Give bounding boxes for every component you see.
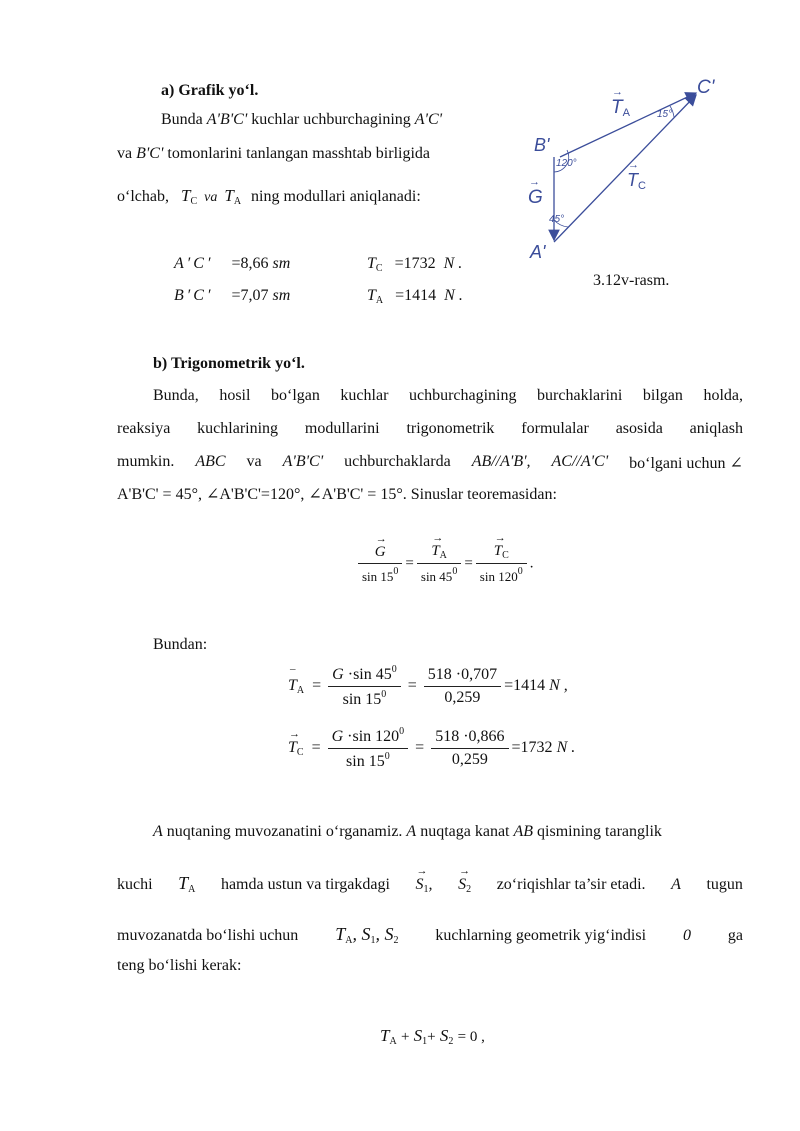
- tc-unit: N .: [443, 255, 463, 272]
- label-ta: → $T_A$: [611, 97, 630, 119]
- label-tc: → $T_C$: [627, 170, 646, 192]
- measure-tc: $T_C =1732$ N .: [367, 255, 463, 274]
- ta-value: =1414: [395, 287, 437, 304]
- bundan-label: Bundan:: [153, 636, 208, 653]
- section-a-line2: va B'C' tomonlarini tanlangan masshtab birligida: [117, 145, 431, 162]
- bc-value: =7,07: [231, 287, 269, 304]
- figure-caption: 3.12v-rasm.: [593, 272, 670, 289]
- section-a-heading: a) Grafik yo‘l.: [161, 82, 259, 99]
- section-a-line1: [161, 111, 442, 129]
- ac-value: =8,66: [231, 255, 269, 272]
- tc-value: =1732: [394, 255, 436, 272]
- label-g: → G: [528, 187, 543, 209]
- sine-theorem-equation: → $\frac{G}{\sin 15^0}$ = → $\frac{T_A}{\sin 45^0}$ = → $\frac{T_C}{\sin 120^0}$ .: [355, 543, 533, 585]
- ac-label: A′C′: [174, 255, 214, 272]
- ta-unit: N .: [444, 287, 463, 304]
- section-b-line1: Bunda, hosil bo‘lgan kuchlar uchburchagining burchaklarini bilgan holda,: [153, 387, 743, 404]
- section-b-heading: b) Trigonometrik yo‘l.: [153, 355, 305, 372]
- label-angle-45: 45°: [549, 214, 565, 225]
- label-a-prime: A': [530, 242, 546, 262]
- section-b-line2: reaksiya kuchlarining modullarini trigonometrik formulalar asosida aniqlash: [117, 420, 743, 437]
- triangle-label: A'B'C': [206, 111, 248, 128]
- va-word: va: [204, 190, 218, 205]
- label-angle-15: 15°: [657, 109, 673, 120]
- section-c-line2: kuchi $T_A$ hamda ustun va tirgakdagi → $S_1$, → $S_2$ zo‘riqishlar ta’sir etadi. A tugun: [117, 873, 743, 895]
- section-c-line1: A nuqtaning muvozanatini o‘rganamiz. A nuqtaga kanat AB qismining taranglik: [153, 823, 662, 840]
- equilibrium-equation: $T_A + S_1+ S_2 = 0$ ,: [380, 1026, 485, 1047]
- text-run: ning modullari aniqlanadi:: [251, 188, 421, 205]
- label-b-prime: B': [534, 135, 550, 155]
- label-c-prime: C': [697, 77, 715, 98]
- measure-ac: [174, 255, 290, 273]
- measure-bc: [174, 287, 290, 305]
- bc-unit: sm: [272, 287, 291, 304]
- section-c-line3: muvozanatda bo‘lishi uchun $T_A$, $S_1$, $S_2$ kuchlarning geometrik yig‘indisi 0 ga: [117, 924, 743, 946]
- section-b-line3: mumkin. ABC va A'B'C' uchburchaklarda AB//A'B', AC//A'C' bo‘lgani uchun ∠: [117, 453, 743, 472]
- side-label: B'C': [136, 145, 164, 162]
- ta-symbol: $T_A$: [224, 186, 242, 207]
- text-run: Bunda: [161, 111, 207, 128]
- bc-label: B′C′: [174, 287, 214, 304]
- text-run: kuchlar uchburchagining: [247, 111, 415, 128]
- ta-equation: – $T_A$ = $\frac{G \cdot\sin 45^0}{\sin 15^0}$ = $\frac{518 \cdot 0,707}{0,259}$ =1414 N ,: [288, 664, 568, 709]
- side-label: A'C': [414, 111, 443, 128]
- text-run: tomonlarini tanlangan masshtab birligida: [163, 145, 431, 162]
- tc-symbol: $T_C$: [180, 186, 198, 207]
- label-angle-120: 120°: [556, 158, 577, 169]
- section-a-line3: [117, 186, 421, 207]
- ac-unit: sm: [272, 255, 291, 272]
- tc-equation: → $T_C$ = $\frac{G \cdot\sin 120^0}{\sin 15^0}$ = $\frac{518 \cdot 0,866}{0,259}$ =1732 N .: [288, 726, 575, 771]
- text-run: o‘lchab,: [117, 188, 169, 205]
- measure-ta: $T_A =1414$ N .: [367, 287, 463, 306]
- section-b-line4: A'B'C' = 45°, ∠A'B'C'=120°, ∠A'B'C' = 15°. Sinuslar teoremasidan:: [117, 486, 557, 503]
- section-c-line4: teng bo‘lishi kerak:: [117, 957, 242, 974]
